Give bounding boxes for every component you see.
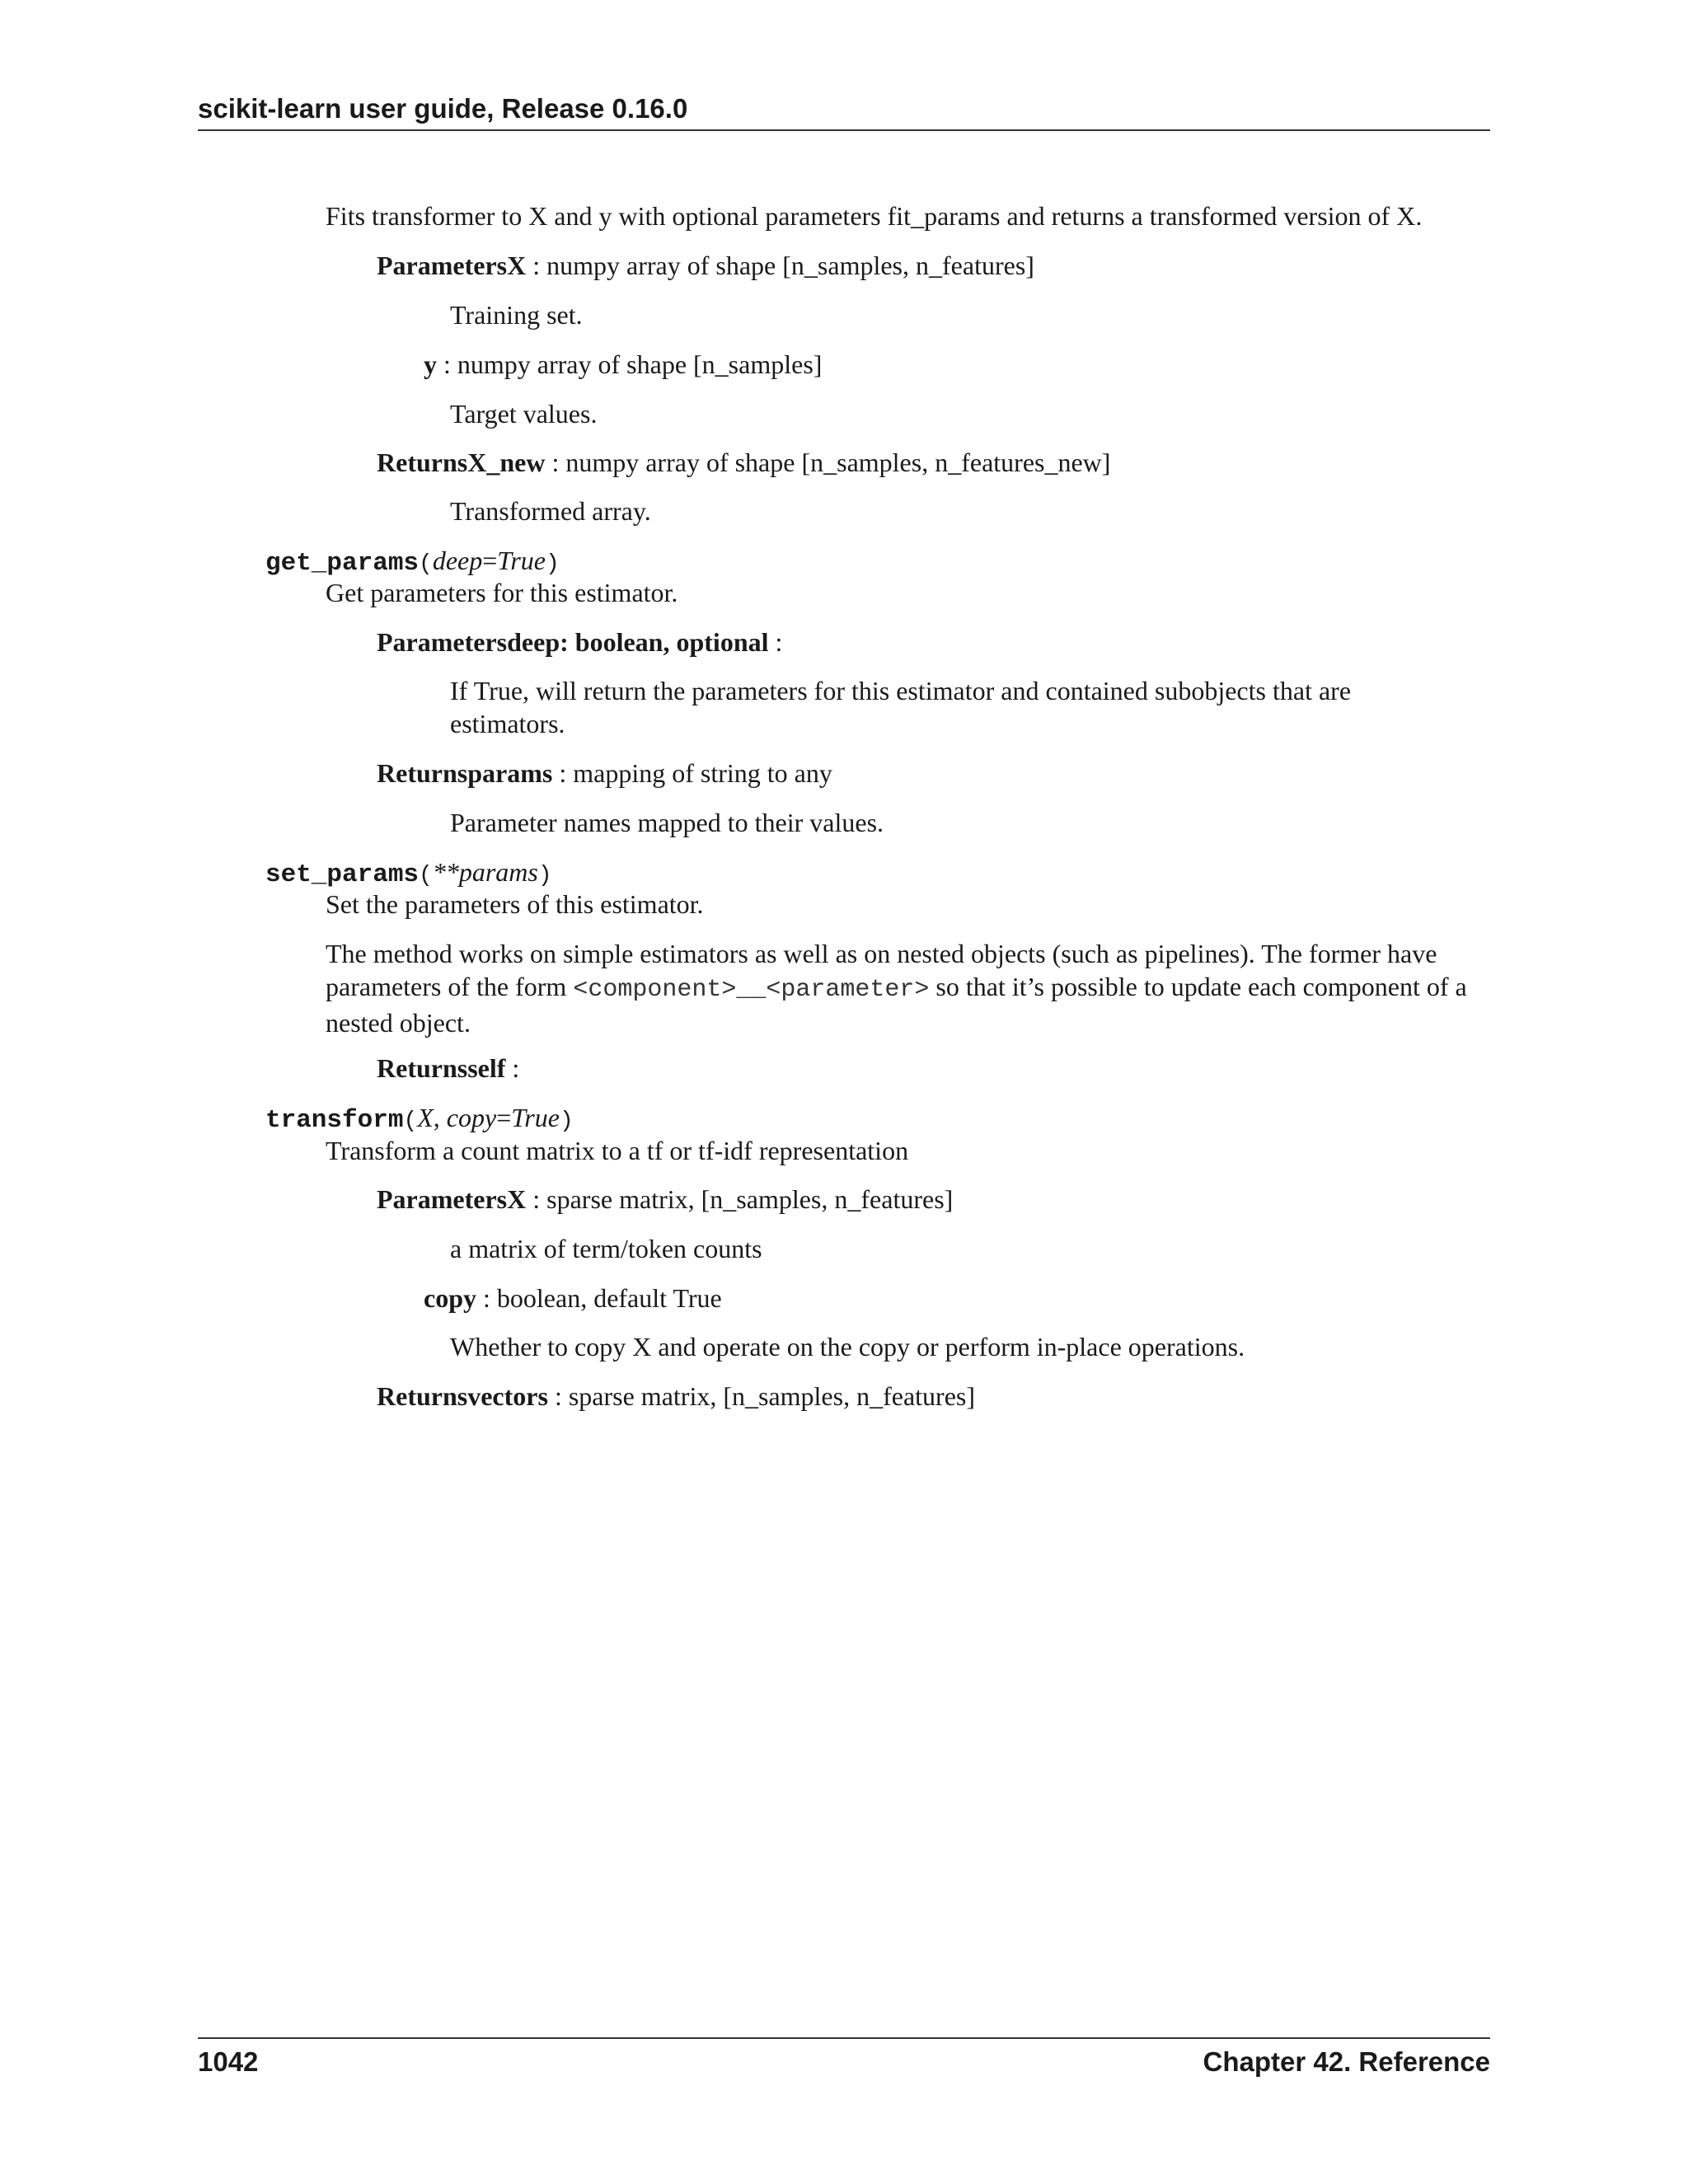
close-paren: ) [545,551,560,577]
arg-name: X [417,1103,434,1132]
set-params-paragraph [326,937,1490,1039]
method-name: set_params [265,860,420,889]
set-params-description: Set the parameters of this estimator. [326,889,704,919]
return-name: self [467,1053,506,1083]
equals: = [482,546,498,575]
fit-transform-param-x-desc: Training set. [450,300,583,330]
return-type: : mapping of string to any [552,758,832,788]
param-type: : numpy array of shape [n_samples] [437,349,823,379]
return-name: params [467,758,553,788]
fit-transform-returns-desc: Transformed array. [450,496,651,526]
open-paren: ( [419,551,433,577]
transform-signature [265,1101,574,1138]
get-params-returns-desc: Parameter names mapped to their values. [450,808,884,837]
returns-label: Returns [377,758,468,788]
arg-name: deep [432,546,483,575]
paragraph-text: The method works on simple estimators as well as on nested objects (such as pipelines). The former have parameters of the form [326,939,1437,1001]
param-type: : sparse matrix, [n_samples, n_features] [526,1184,954,1214]
footer-rule [198,2037,1490,2039]
inline-code: <component>__<parameter> [573,976,930,1004]
get-params-param-deep-desc: If True, will return the parameters for this estimator and contained subobjects that are estimators. [450,676,1352,738]
returns-label: Returns [377,1053,468,1083]
method-name: transform [265,1106,404,1135]
param-type: : boolean, default True [476,1283,722,1313]
set-params-returns [377,1052,519,1085]
param-name: copy [424,1283,476,1313]
transform-param-copy-desc: Whether to copy X and operate on the copy or perform in-place operations. [450,1332,1245,1361]
get-params-description: Get parameters for this estimator. [326,578,678,607]
transform-returns [377,1380,975,1413]
get-params-returns [377,757,832,790]
param-name: y [424,349,437,379]
transform-description: Transform a count matrix to a tf or tf-idf representation [326,1136,909,1165]
arg-default: True [497,546,546,575]
comma: , [433,1103,447,1132]
transform-param-copy [424,1282,722,1315]
paragraph-text: so that it’s possible to update each component of a nested object. [326,972,1467,1038]
param-name: X [507,251,527,280]
returns-label: Returns [377,448,468,477]
arg-default: True [511,1103,560,1132]
chapter-title: Chapter 42. Reference [1203,2046,1490,2077]
transform-param-x [377,1183,953,1216]
open-paren: ( [403,1108,418,1134]
fit-transform-param-y [424,348,822,381]
transform-param-x-desc: a matrix of term/token counts [450,1234,762,1263]
return-colon: : [505,1053,520,1083]
return-type: : sparse matrix, [n_samples, n_features] [547,1381,975,1411]
page-number: 1042 [198,2046,259,2077]
close-paren: ) [537,863,552,888]
running-footer [198,2044,1490,2080]
param-type: : numpy array of shape [n_samples, n_features] [526,251,1034,280]
fit-transform-param-x [377,249,1034,282]
return-type: : numpy array of shape [n_samples, n_features_new] [545,448,1111,477]
parameters-label: Parameters [377,1184,508,1214]
returns-label: Returns [377,1381,468,1411]
param-name: deep: boolean, optional [507,627,769,657]
header-rule [198,129,1490,131]
fit-transform-param-y-desc: Target values. [450,399,598,429]
open-paren: ( [419,863,433,888]
parameters-label: Parameters [377,627,508,657]
parameters-label: Parameters [377,251,508,280]
running-header: scikit-learn user guide, Release 0.16.0 [198,93,688,124]
equals: = [496,1103,512,1132]
method-name: get_params [265,549,420,578]
fit-transform-description: Fits transformer to X and y with optional parameters fit_params and returns a transformed version of X. [326,201,1423,231]
close-paren: ) [559,1108,574,1134]
get-params-param-deep [377,626,782,658]
return-name: vectors [467,1381,548,1411]
return-name: X_new [467,448,546,477]
fit-transform-returns [377,446,1110,479]
param-name: X [507,1184,527,1214]
arg-name: copy [446,1103,497,1132]
param-colon: : [768,627,783,657]
arg-name: **params [432,857,538,887]
